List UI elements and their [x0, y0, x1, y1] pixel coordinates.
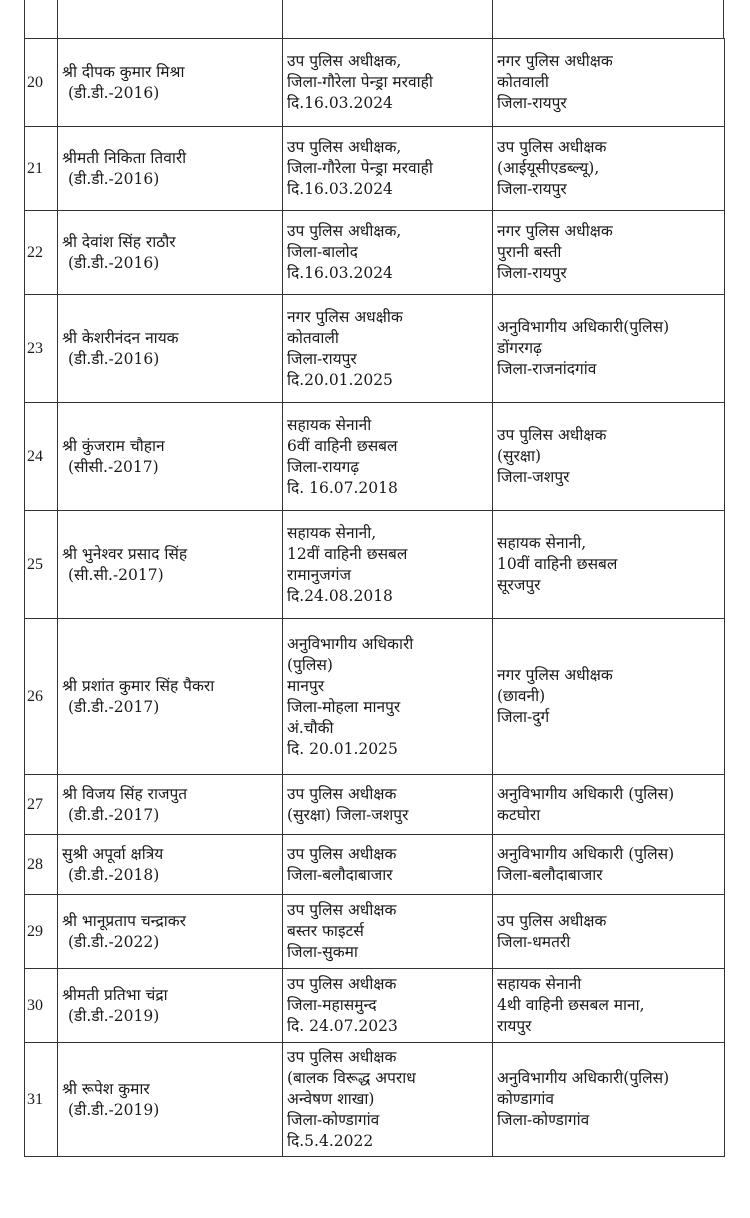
- current-posting-cell: [283, 211, 493, 295]
- transfer-table: [24, 38, 725, 1157]
- new-posting-line: 10वीं वाहिनी छसबल: [497, 555, 618, 573]
- current-posting-cell: [283, 895, 493, 969]
- current-posting-cell: [283, 969, 493, 1043]
- table-row: [25, 211, 725, 295]
- current-posting-line: दि. 16.07.2018: [287, 478, 398, 497]
- current-posting-line: कोतवाली: [287, 328, 339, 347]
- current-posting-line: जिला-मोहला मानपुर: [287, 697, 401, 716]
- new-posting-cell: [493, 127, 725, 211]
- new-posting-line: अनुविभागीय अधिकारी(पुलिस): [497, 1069, 670, 1087]
- current-posting-line: जिला-बालोद: [287, 243, 358, 261]
- new-posting-line: (छावनी): [497, 687, 546, 705]
- new-posting-line: सहायक सेनानी,: [497, 534, 587, 552]
- new-posting-line: कटघोरा: [497, 805, 541, 824]
- current-posting-line: दि. 24.07.2023: [287, 1017, 398, 1035]
- table-row: [25, 511, 725, 619]
- officer-name: श्री दीपक कुमार मिश्रा: [62, 62, 185, 81]
- current-posting-cell: [283, 1043, 493, 1157]
- new-posting-line: जिला-दुर्ग: [497, 708, 550, 726]
- serial-number: 31: [25, 1043, 58, 1157]
- officer-name-cell: [58, 127, 283, 211]
- table-row: [25, 295, 725, 403]
- officer-name: श्री कुंजराम चौहान: [62, 436, 165, 455]
- new-posting-cell: [493, 835, 725, 895]
- new-posting-line: उप पुलिस अधीक्षक: [497, 426, 607, 444]
- current-posting-line: जिला-बलौदाबाजार: [287, 865, 393, 884]
- new-posting-line: 4थी वाहिनी छसबल माना,: [497, 996, 645, 1014]
- current-posting-line: उप पुलिस अधीक्षक: [287, 1048, 397, 1066]
- new-posting-line: जिला-धमतरी: [497, 932, 571, 951]
- officer-name-cell: [58, 511, 283, 619]
- new-posting-cell: [493, 895, 725, 969]
- current-posting-line: दि.16.03.2024: [287, 180, 393, 198]
- officer-name: श्री प्रशांत कुमार सिंह पैकरा: [62, 676, 215, 695]
- current-posting-line: नगर पुलिस अधक्षीक: [287, 307, 403, 326]
- new-posting-line: जिला-रायपुर: [497, 94, 567, 112]
- officer-name: श्री देवांश सिंह राठौर: [62, 232, 176, 251]
- table-row: [25, 403, 725, 511]
- new-posting-cell: [493, 969, 725, 1043]
- current-posting-line: सहायक सेनानी,: [287, 523, 377, 542]
- table-row: [25, 969, 725, 1043]
- officer-name-cell: [58, 39, 283, 127]
- new-posting-cell: [493, 211, 725, 295]
- current-posting-line: जिला-गौरेला पेन्ड्रा मरवाही: [287, 73, 433, 91]
- officer-name-cell: [58, 835, 283, 895]
- new-posting-line: कोण्डागांव: [497, 1090, 554, 1108]
- new-posting-line: अनुविभागीय अधिकारी (पुलिस): [497, 844, 675, 863]
- new-posting-line: जिला-बलौदाबाजार: [497, 865, 603, 884]
- table-row: [25, 619, 725, 775]
- current-posting-cell: [283, 835, 493, 895]
- officer-batch: (सीसी.-2017): [68, 457, 159, 476]
- current-posting-line: मानपुर: [287, 676, 325, 695]
- current-posting-line: जिला-रायगढ़: [287, 457, 360, 476]
- new-posting-line: जिला-रायपुर: [497, 264, 567, 282]
- officer-batch: (डी.डी.-2017): [68, 697, 160, 716]
- table-row: [25, 895, 725, 969]
- current-posting-cell: [283, 295, 493, 403]
- current-posting-line: उप पुलिस अधीक्षक: [287, 844, 397, 863]
- new-posting-line: सूरजपुर: [497, 576, 541, 594]
- new-posting-line: नगर पुलिस अधीक्षक: [497, 52, 613, 70]
- serial-number: 21: [25, 127, 58, 211]
- current-posting-line: दि.20.01.2025: [287, 370, 393, 389]
- serial-number: 25: [25, 511, 58, 619]
- new-posting-cell: [493, 295, 725, 403]
- new-posting-line: पुरानी बस्ती: [497, 243, 562, 261]
- current-posting-line: जिला-गौरेला पेन्ड्रा मरवाही: [287, 159, 433, 177]
- current-posting-line: (बालक विरूद्ध अपराध: [287, 1069, 416, 1087]
- new-posting-line: नगर पुलिस अधीक्षक: [497, 666, 613, 684]
- table-row: [25, 39, 725, 127]
- current-posting-line: उप पुलिस अधीक्षक,: [287, 138, 402, 156]
- serial-number: 28: [25, 835, 58, 895]
- current-posting-line: अनुविभागीय अधिकारी: [287, 634, 414, 653]
- current-posting-line: अन्वेषण शाखा): [287, 1090, 375, 1108]
- officer-name: श्री भुनेश्वर प्रसाद सिंह: [62, 544, 188, 563]
- officer-name-cell: [58, 403, 283, 511]
- officer-name-cell: [58, 211, 283, 295]
- current-posting-line: उप पुलिस अधीक्षक: [287, 784, 397, 803]
- new-posting-line: जिला-राजनांदगांव: [497, 360, 597, 378]
- officer-name: श्रीमती निकिता तिवारी: [62, 148, 187, 167]
- serial-number: 27: [25, 775, 58, 835]
- serial-number: 26: [25, 619, 58, 775]
- officer-batch: (डी.डी.-2016): [68, 253, 160, 272]
- new-posting-line: अनुविभागीय अधिकारी (पुलिस): [497, 784, 675, 803]
- officer-name: श्री केशरीनंदन नायक: [62, 328, 179, 347]
- serial-number: 22: [25, 211, 58, 295]
- officer-batch: (डी.डी.-2019): [68, 1100, 160, 1119]
- current-posting-cell: [283, 511, 493, 619]
- current-posting-line: सहायक सेनानी: [287, 415, 372, 434]
- new-posting-line: कोतवाली: [497, 73, 549, 91]
- current-posting-line: दि.5.4.2022: [287, 1132, 374, 1150]
- officer-name-cell: [58, 895, 283, 969]
- serial-number: 23: [25, 295, 58, 403]
- current-posting-line: जिला-महासमुन्द: [287, 996, 377, 1014]
- officer-name-cell: [58, 775, 283, 835]
- serial-number: 30: [25, 969, 58, 1043]
- current-posting-line: (सुरक्षा) जिला-जशपुर: [287, 805, 409, 824]
- new-posting-line: उप पुलिस अधीक्षक: [497, 911, 607, 930]
- current-posting-line: (पुलिस): [287, 655, 333, 674]
- officer-batch: (डी.डी.-2016): [68, 83, 160, 102]
- new-posting-cell: [493, 39, 725, 127]
- current-posting-line: रामानुजगंज: [287, 565, 351, 584]
- current-posting-line: 6वीं वाहिनी छसबल: [287, 436, 398, 455]
- current-posting-line: उप पुलिस अधीक्षक: [287, 975, 397, 993]
- transfer-list-page: [24, 38, 724, 1157]
- page-bottom-margin: [0, 1190, 750, 1218]
- current-posting-cell: [283, 127, 493, 211]
- officer-name: श्री भानूप्रताप चन्द्राकर: [62, 911, 186, 930]
- officer-name: सुश्री अपूर्वा क्षत्रिय: [62, 844, 164, 863]
- current-posting-cell: [283, 39, 493, 127]
- new-posting-line: अनुविभागीय अधिकारी(पुलिस): [497, 318, 670, 336]
- officer-batch: (डी.डी.-2017): [68, 805, 160, 824]
- current-posting-line: जिला-कोण्डागांव: [287, 1111, 380, 1129]
- current-posting-cell: [283, 403, 493, 511]
- officer-batch: (डी.डी.-2022): [68, 932, 160, 951]
- current-posting-line: जिला-रायपुर: [287, 349, 357, 368]
- new-posting-line: (सुरक्षा): [497, 447, 542, 465]
- new-posting-cell: [493, 403, 725, 511]
- officer-name-cell: [58, 969, 283, 1043]
- current-posting-line: बस्तर फाइटर्स: [287, 922, 364, 940]
- current-posting-cell: [283, 775, 493, 835]
- current-posting-line: दि.24.08.2018: [287, 586, 393, 605]
- new-posting-cell: [493, 775, 725, 835]
- new-posting-line: जिला-कोण्डागांव: [497, 1111, 590, 1129]
- officer-name-cell: [58, 1043, 283, 1157]
- officer-name: श्रीमती प्रतिभा चंद्रा: [62, 985, 168, 1004]
- table-row: [25, 775, 725, 835]
- current-posting-line: दि.16.03.2024: [287, 94, 393, 112]
- current-posting-line: जिला-सुकमा: [287, 943, 358, 961]
- new-posting-cell: [493, 511, 725, 619]
- officer-name-cell: [58, 295, 283, 403]
- officer-name: श्री विजय सिंह राजपुत: [62, 784, 188, 803]
- new-posting-line: जिला-जशपुर: [497, 468, 570, 486]
- officer-name: श्री रूपेश कुमार: [62, 1079, 150, 1098]
- officer-batch: (सी.सी.-2017): [68, 565, 164, 584]
- current-posting-line: दि.16.03.2024: [287, 264, 393, 282]
- officer-batch: (डी.डी.-2018): [68, 865, 160, 884]
- current-posting-line: दि. 20.01.2025: [287, 739, 398, 758]
- officer-batch: (डी.डी.-2016): [68, 349, 160, 368]
- serial-number: 24: [25, 403, 58, 511]
- current-posting-cell: [283, 619, 493, 775]
- current-posting-line: उप पुलिस अधीक्षक,: [287, 52, 402, 70]
- current-posting-line: अं.चौकी: [287, 718, 334, 737]
- table-top-continuation: [24, 0, 724, 38]
- new-posting-line: नगर पुलिस अधीक्षक: [497, 222, 613, 240]
- new-posting-cell: [493, 619, 725, 775]
- new-posting-line: डोंगरगढ़: [497, 339, 542, 357]
- table-row: [25, 835, 725, 895]
- officer-name-cell: [58, 619, 283, 775]
- current-posting-line: 12वीं वाहिनी छसबल: [287, 544, 408, 563]
- officer-batch: (डी.डी.-2019): [68, 1006, 160, 1025]
- new-posting-line: (आईयूसीएडब्ल्यू),: [497, 159, 600, 177]
- new-posting-line: उप पुलिस अधीक्षक: [497, 138, 607, 156]
- table-row: [25, 1043, 725, 1157]
- new-posting-line: सहायक सेनानी: [497, 975, 582, 993]
- new-posting-cell: [493, 1043, 725, 1157]
- new-posting-line: रायपुर: [497, 1017, 532, 1035]
- current-posting-line: उप पुलिस अधीक्षक,: [287, 222, 402, 240]
- serial-number: 29: [25, 895, 58, 969]
- new-posting-line: जिला-रायपुर: [497, 180, 567, 198]
- current-posting-line: उप पुलिस अधीक्षक: [287, 901, 397, 919]
- table-row: [25, 127, 725, 211]
- officer-batch: (डी.डी.-2016): [68, 169, 160, 188]
- serial-number: 20: [25, 39, 58, 127]
- transfer-table-body: [25, 39, 725, 1157]
